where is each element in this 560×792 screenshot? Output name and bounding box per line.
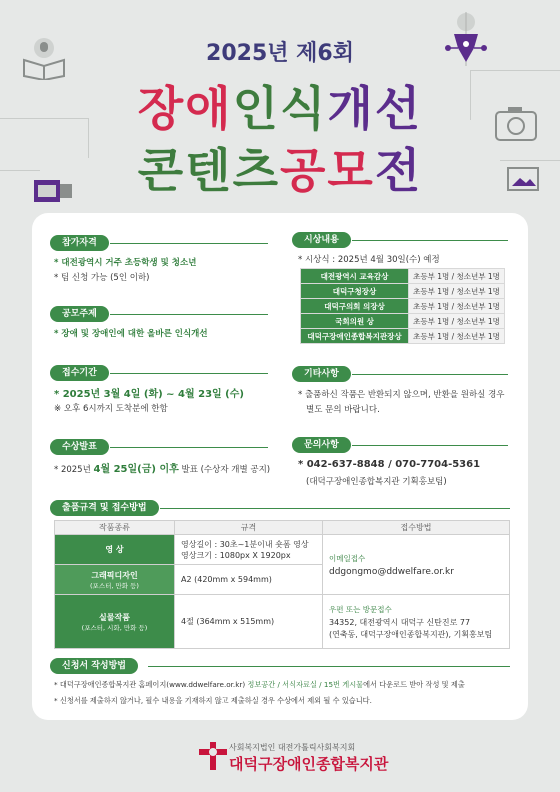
section-label-theme: 공모주제: [50, 306, 109, 322]
form-line1-link[interactable]: 정보공간 / 서식자료실 / 15번 게시물: [247, 680, 364, 689]
contact-org: (대덕구장애인종합복지관 기획홍보팀): [306, 477, 447, 487]
graphic-type: 그래픽디자인: [91, 570, 138, 580]
title-part: 공모: [280, 144, 375, 199]
section-label-eligibility: 참가자격: [50, 235, 109, 251]
section-divider: [110, 373, 268, 374]
section-label-period: 접수기간: [50, 365, 109, 381]
section-divider: [110, 243, 268, 244]
mail-label: 우편 또는 방문접수: [329, 604, 392, 614]
award-name: 국회의원 상: [301, 314, 409, 329]
awards-table: [300, 268, 505, 344]
announce-pre: * 2025년: [54, 465, 94, 475]
physical-sub: (포스터, 시화, 만화 등): [81, 623, 148, 632]
form-line1-pre: * 대덕구장애인종합복지관 홈페이지(www.ddwelfare.or.kr): [54, 680, 248, 689]
section-divider: [110, 447, 268, 448]
org-name: 대덕구장애인종합복지관: [229, 755, 389, 773]
cross-logo-icon: [198, 741, 228, 771]
awards-ceremony: * 시상식 : 2025년 4월 30일(수) 예정: [298, 255, 440, 265]
section-divider: [110, 314, 268, 315]
title-part: 콘텐츠: [137, 144, 280, 199]
award-value: 초등부 1명 / 청소년부 1명: [409, 269, 505, 284]
mail-line1: 34352, 대전광역시 대덕구 신탄진로 77: [329, 617, 471, 627]
form-line2: * 신청서를 제출하지 않거나, 필수 내용을 기재하지 않고 제출하실 경우 수상에서 제외 될 수 있습니다.: [54, 696, 372, 705]
spec-type-video: 영 상: [55, 535, 175, 565]
etc-line1: * 출품하신 작품은 반환되지 않으며, 반환을 원하실 경우: [298, 390, 505, 400]
spec-type-physical: [55, 595, 175, 649]
spec-header-method: 접수방법: [323, 521, 510, 535]
spec-header-type: 작품종류: [55, 521, 175, 535]
award-name: 대덕구의회 의장상: [301, 299, 409, 314]
section-divider: [352, 445, 508, 446]
announce-line: [54, 460, 270, 475]
spec-size-video: [175, 535, 323, 565]
award-value: 초등부 1명 / 청소년부 1명: [409, 314, 505, 329]
announce-post: 발표 (수상자 개별 공지): [178, 465, 271, 475]
announce-date: 4월 25일(금) 이후: [93, 464, 179, 475]
spec-size-graphic: A2 (420mm x 594mm): [175, 565, 323, 595]
spec-size-physical: 4절 (364mm x 515mm): [175, 595, 323, 649]
section-label-contact: 문의사항: [292, 437, 351, 453]
eligibility-line1: * 대전광역시 거주 초등학생 및 청소년: [54, 258, 197, 268]
main-title-line1: [0, 72, 560, 139]
period-line2: ※ 오후 6시까지 도착분에 한함: [54, 404, 168, 414]
section-divider: [160, 508, 510, 509]
section-divider: [352, 374, 508, 375]
theme-line1: * 장애 및 장애인에 대한 올바른 인식개선: [54, 329, 208, 339]
section-divider: [352, 240, 508, 241]
title-part: 전: [374, 144, 423, 199]
contest-edition: 2025년 제6회: [206, 41, 354, 66]
spec-header-size: 규격: [175, 521, 323, 535]
award-name: 대전광역시 교육감상: [301, 269, 409, 284]
graphic-sub: (포스터, 만화 등): [90, 581, 139, 590]
spec-type-graphic: [55, 565, 175, 595]
physical-type: 실물작품: [99, 612, 130, 622]
contact-phone: * 042-637-8848 / 070-7704-5361: [298, 459, 481, 470]
award-name: 대덕구장애인종합복지관장상: [301, 329, 409, 344]
title-part: 개선: [327, 82, 423, 137]
award-value: 초등부 1명 / 청소년부 1명: [409, 299, 505, 314]
spec-table: [54, 520, 510, 649]
section-label-spec: 출품규격 및 접수방법: [50, 500, 159, 516]
parent-org-name: 사회복지법인 대전가톨릭사회복지회: [229, 743, 356, 752]
spec-method-mail: [323, 595, 510, 649]
email-label: 이메일접수: [329, 553, 366, 563]
award-row: [301, 329, 505, 344]
spec-video-line: 영상길이 : 30초~1분이내 숏폼 영상: [181, 539, 309, 549]
section-divider: [148, 666, 510, 667]
section-label-announce: 수상발표: [50, 439, 109, 455]
period-line1: * 2025년 3월 4일 (화) ~ 4월 23일 (수): [54, 389, 244, 400]
mail-line2: (연축동, 대덕구장애인종합복지관), 기획홍보팀: [329, 629, 493, 639]
section-label-awards: 시상내용: [292, 232, 351, 248]
award-row: [301, 269, 505, 284]
form-line1: [54, 680, 465, 690]
form-line1-post: 에서 다운로드 받아 작성 및 제출: [363, 680, 465, 689]
title-part: 장애: [137, 82, 233, 137]
main-title-line2: [0, 134, 560, 201]
eligibility-line2: * 팀 신청 가능 (5인 이하): [54, 273, 150, 283]
title-part: 인식: [232, 82, 328, 137]
etc-line2: 별도 문의 바랍니다.: [306, 405, 380, 415]
award-value: 초등부 1명 / 청소년부 1명: [409, 284, 505, 299]
section-label-form: 신청서 작성방법: [50, 658, 138, 674]
bg-line: [470, 70, 560, 71]
award-row: [301, 284, 505, 299]
award-name: 대덕구청장상: [301, 284, 409, 299]
award-row: [301, 314, 505, 329]
spec-method-email: [323, 535, 510, 595]
section-label-etc: 기타사항: [292, 366, 351, 382]
email-address[interactable]: ddgongmo@ddwelfare.or.kr: [329, 566, 454, 577]
award-row: [301, 299, 505, 314]
spec-video-line: 영상크기 : 1080px X 1920px: [181, 550, 291, 560]
award-value: 초등부 1명 / 청소년부 1명: [409, 329, 505, 344]
